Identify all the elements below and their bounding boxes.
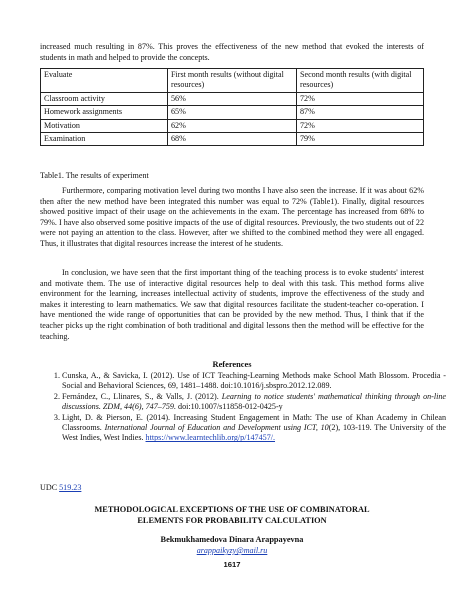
intro-paragraph: increased much resulting in 87%. This proves the effectiveness of the new method that evoked the interests of students in math and helped to provide the concepts.	[40, 42, 424, 62]
reference-item	[62, 413, 446, 444]
udc-label: UDC	[40, 483, 60, 492]
page-number: 1617	[223, 560, 241, 569]
table-cell: 62%	[168, 119, 297, 132]
table-cell: 72%	[297, 92, 424, 105]
motivation-paragraph: Furthermore, comparing motivation level during two months I have also seen the increase. If it was about 62% then after the new method have been integrated this number was equal to 72% (Table1). Finally, digital resources showed positive impact of their usage on the achievements in the exam. The percentage has increased from 68% to 79%. I have also observed some positive impacts of the use of digital resources. Previously, the two students out of 22 were not paying an attention to the class. However, after we shifted to the combined method they were all engaged. Thus, it illustrates that digital resources increase the interest of he students.	[40, 186, 424, 248]
table-row	[41, 92, 424, 105]
table-row	[41, 106, 424, 119]
article-title	[0, 505, 464, 526]
conclusion-paragraph: In conclusion, we have seen that the first important thing of the teaching process is to evoke students' interest and motivate them. The use of interactive digital resources help to deal with this task. This method forms alive environment for the learning, increases intellectual activity of students, improve the effectiveness of the study and makes it interesting to learn mathematics. We saw that digital resources facilitate the student-teacher co-operation. I have mentioned the wide range of opportunities that can be provided by the new method. Thus, I think that if the teacher picks up the right combination of both traditional and digital lessons then the method will be effective for the teaching.	[40, 268, 424, 341]
table-cell: 72%	[297, 119, 424, 132]
reference-text: doi:10.1007/s11858-012-0425-y	[176, 402, 283, 412]
table-cell: 68%	[168, 133, 297, 146]
reference-link[interactable]: https://www.learntechlib.org/p/147457/.	[145, 433, 276, 443]
table-caption: Table1. The results of experiment	[40, 171, 149, 180]
article-title-text: METHODOLOGICAL EXCEPTIONS OF THE USE OF COMBINATORAL ELEMENTS FOR PROBABILITY CALCULATION	[94, 505, 370, 525]
table-cell: Homework assignments	[41, 106, 168, 119]
reference-item	[62, 371, 446, 392]
author-email-link[interactable]: arappaikyzy@mail.ru	[196, 546, 268, 555]
author-name: Bekmukhamedova Dinara Arappayevna	[160, 535, 304, 544]
table-header-cell: Evaluate	[41, 69, 168, 93]
table-cell: 87%	[297, 106, 424, 119]
reference-text: Fernández, C., Llinares, S., & Valls, J. (2012).	[62, 391, 222, 401]
table-cell: Motivation	[41, 119, 168, 132]
references-heading: References	[212, 360, 252, 369]
table-header-cell: First month results (without digital resources)	[168, 69, 297, 93]
reference-italic-text: International Journal of Education and Development using ICT, 10	[104, 423, 329, 433]
table-row	[41, 133, 424, 146]
table-cell: 65%	[168, 106, 297, 119]
reference-text: Cunska, A., & Savicka, I. (2012). Use of ICT Teaching-Learning Methods make School Math Blossom. Procedia - Social and Behavioral Sciences, 69, 1481–1488. doi:10.1016/j.sbspro.2012.12.089.	[62, 371, 446, 391]
references-list	[40, 371, 446, 444]
table-row	[41, 119, 424, 132]
udc-number-link[interactable]: 519.23	[59, 483, 82, 492]
table-cell: Examination	[41, 133, 168, 146]
reference-text: Light, D. & Pierson, E. (2014). Increasing Student Engagement in Math: The use of Khan Academy in Chilean Classrooms.	[62, 412, 446, 433]
table-cell: Classroom activity	[41, 92, 168, 105]
table-header-row	[41, 69, 424, 93]
reference-item	[62, 392, 446, 413]
table-cell: 79%	[297, 133, 424, 146]
table-header-cell: Second month results (with digital resources)	[297, 69, 424, 93]
results-table	[40, 68, 424, 146]
table-cell: 56%	[168, 92, 297, 105]
reference-italic-text: Learning to notice students' mathematical thinking through on-line discussions. ZDM, 44(6), 747–759.	[62, 391, 446, 412]
udc-line	[40, 483, 81, 492]
email-line	[0, 546, 464, 555]
reference-text: (2), 103-119. The University of the West Indies, West Indies.	[62, 423, 446, 443]
